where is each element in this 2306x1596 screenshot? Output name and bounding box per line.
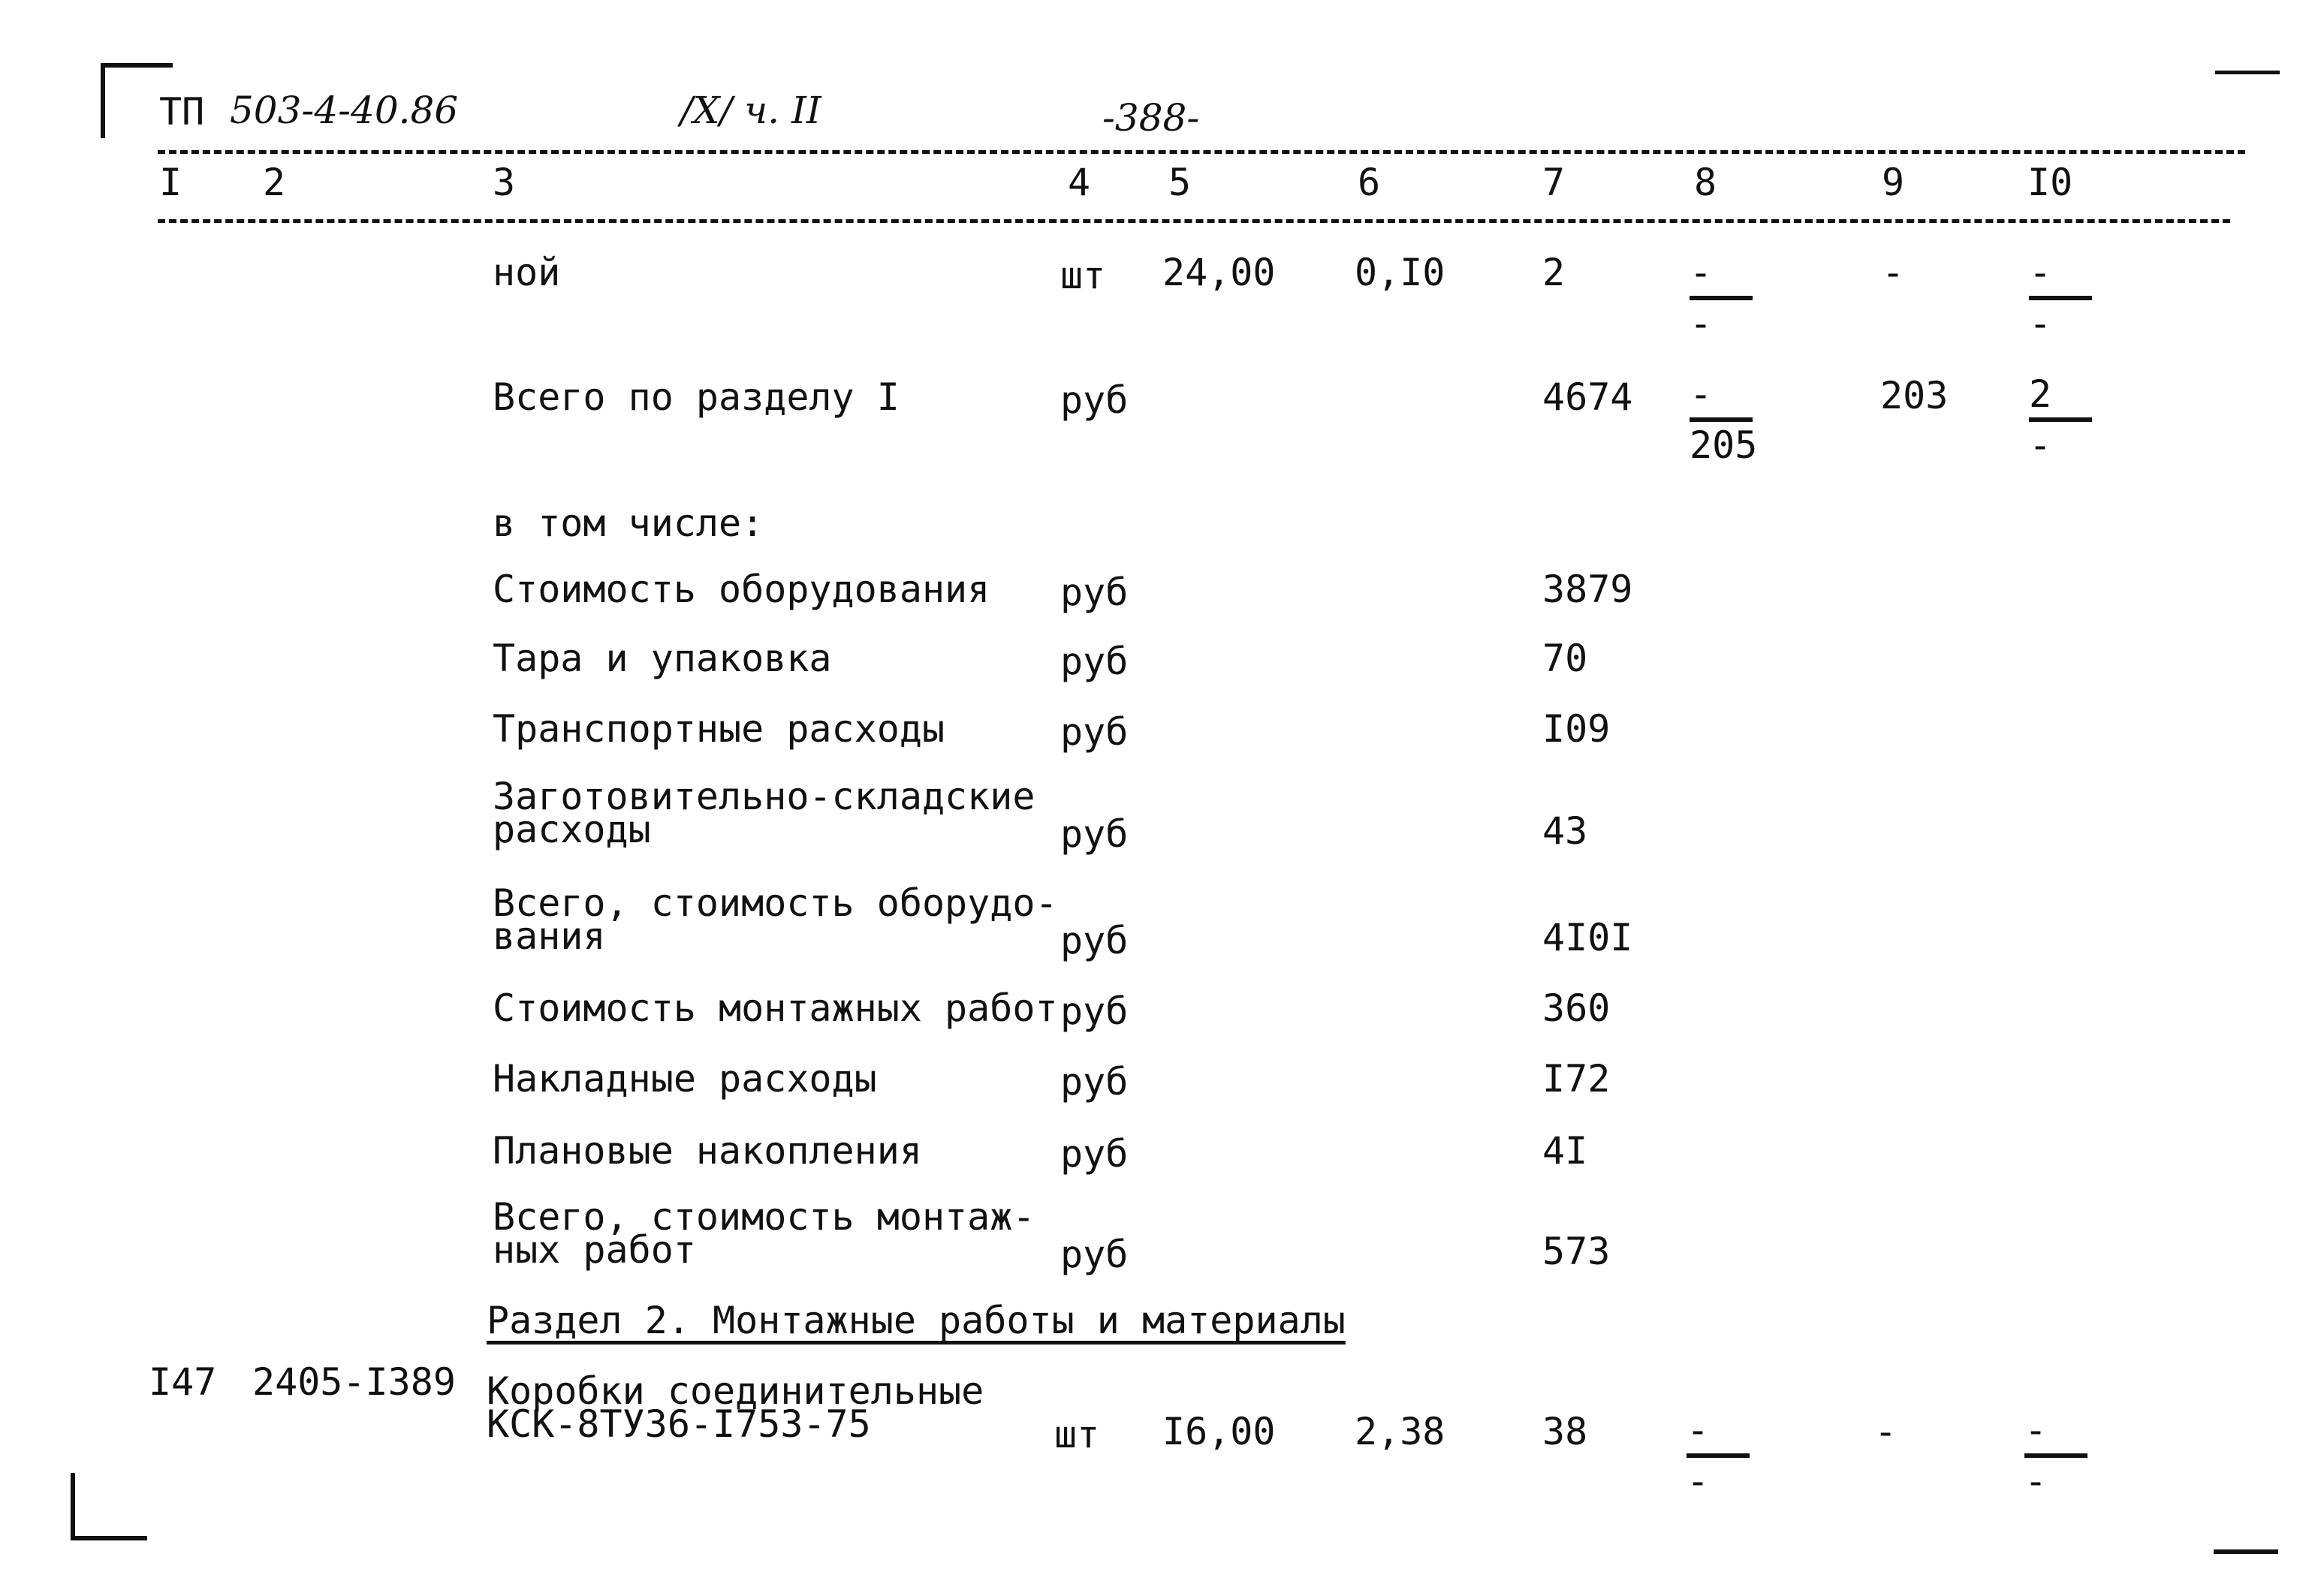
column-number-7: 7: [1542, 161, 1566, 204]
item-name: Накладные расходы: [493, 1057, 877, 1101]
column-9-value: -: [1882, 251, 1905, 294]
unit: руб: [1060, 989, 1129, 1033]
item-name-line-2: расходы: [493, 808, 651, 851]
total-cost: 360: [1542, 986, 1611, 1030]
column-number-10: I0: [2027, 161, 2073, 204]
unit: руб: [1060, 812, 1129, 856]
column-number-5: 5: [1168, 161, 1192, 204]
including-label: в том числе:: [493, 501, 764, 545]
unit-price: I6,00: [1162, 1410, 1276, 1453]
unit: руб: [1060, 640, 1129, 683]
position-number: I47: [149, 1360, 217, 1404]
item-name: ной: [493, 251, 561, 294]
column-number-3: 3: [493, 161, 516, 204]
item-name-line-2: вания: [493, 914, 606, 958]
total-cost: 4674: [1542, 375, 1633, 419]
header-rule-bottom: [158, 219, 2230, 223]
section-heading: Раздел 2. Монтажные работы и материалы: [487, 1299, 1346, 1342]
item-name-line-1: Всего, стоимость оборудо-: [493, 881, 1058, 925]
item-name-line-2: КСК-8ТУ36-I753-75: [487, 1402, 871, 1446]
album-part: /X/ ч. II: [680, 89, 821, 132]
unit: руб: [1060, 1060, 1129, 1104]
total-cost: 4I: [1542, 1129, 1588, 1173]
column-number-2: 2: [263, 161, 286, 204]
item-name: Стоимость оборудования: [493, 568, 990, 611]
total-cost: 573: [1542, 1230, 1611, 1273]
item-name-line-1: Коробки соединительные: [487, 1369, 984, 1413]
total-cost: 43: [1542, 809, 1588, 853]
unit: руб: [1060, 1132, 1129, 1176]
column-number-6: 6: [1358, 161, 1381, 204]
column-number-4: 4: [1068, 161, 1091, 204]
quantity: 0,I0: [1355, 251, 1445, 294]
column-number-8: 8: [1694, 161, 1717, 204]
unit: шт: [1060, 254, 1106, 297]
page-number: -388-: [1102, 96, 1200, 140]
doc-code: ТП: [159, 90, 205, 134]
item-name-line-2: ных работ: [493, 1228, 696, 1272]
unit: руб: [1060, 571, 1129, 614]
total-cost: 4I0I: [1542, 916, 1633, 959]
unit: шт: [1054, 1413, 1100, 1456]
unit: руб: [1060, 919, 1129, 962]
unit: руб: [1060, 710, 1129, 754]
total-cost: 3879: [1542, 568, 1633, 611]
header-rule-top: [158, 150, 2245, 154]
corner-mark-top-left-horizontal: [101, 63, 173, 68]
corner-mark-bottom-left-vertical: [71, 1473, 75, 1540]
total-cost: 70: [1542, 637, 1588, 680]
section-total-label: Всего по разделу I: [493, 375, 900, 419]
corner-mark-bottom-left-horizontal: [71, 1536, 147, 1540]
column-number-9: 9: [1882, 161, 1905, 204]
item-name-line-1: Всего, стоимость монтаж-: [493, 1195, 1035, 1239]
column-9-value: -: [1874, 1410, 1898, 1453]
item-name: Транспортные расходы: [493, 707, 945, 751]
unit-price: 24,00: [1162, 251, 1276, 294]
item-name-line-1: Заготовительно-складские: [493, 775, 1035, 818]
total-cost: I09: [1542, 707, 1611, 751]
total-cost: 38: [1542, 1410, 1588, 1453]
item-name: Плановые накопления: [493, 1129, 922, 1173]
edge-mark-top-right: [2215, 71, 2280, 74]
total-cost: 2: [1542, 251, 1566, 294]
unit: руб: [1060, 1233, 1129, 1276]
column-9-value: 203: [1880, 374, 1949, 417]
price-code: 2405-I389: [252, 1360, 456, 1404]
corner-mark-top-left-vertical: [101, 63, 105, 138]
unit: руб: [1060, 378, 1129, 422]
doc-number: 503-4-40.86: [230, 89, 459, 132]
item-name: Тара и упаковка: [493, 637, 832, 680]
edge-mark-bottom-right: [2214, 1549, 2278, 1554]
total-cost: I72: [1542, 1057, 1611, 1101]
quantity: 2,38: [1355, 1410, 1445, 1453]
item-name: Стоимость монтажных работ: [493, 986, 1058, 1030]
column-number-1: I: [159, 161, 182, 204]
